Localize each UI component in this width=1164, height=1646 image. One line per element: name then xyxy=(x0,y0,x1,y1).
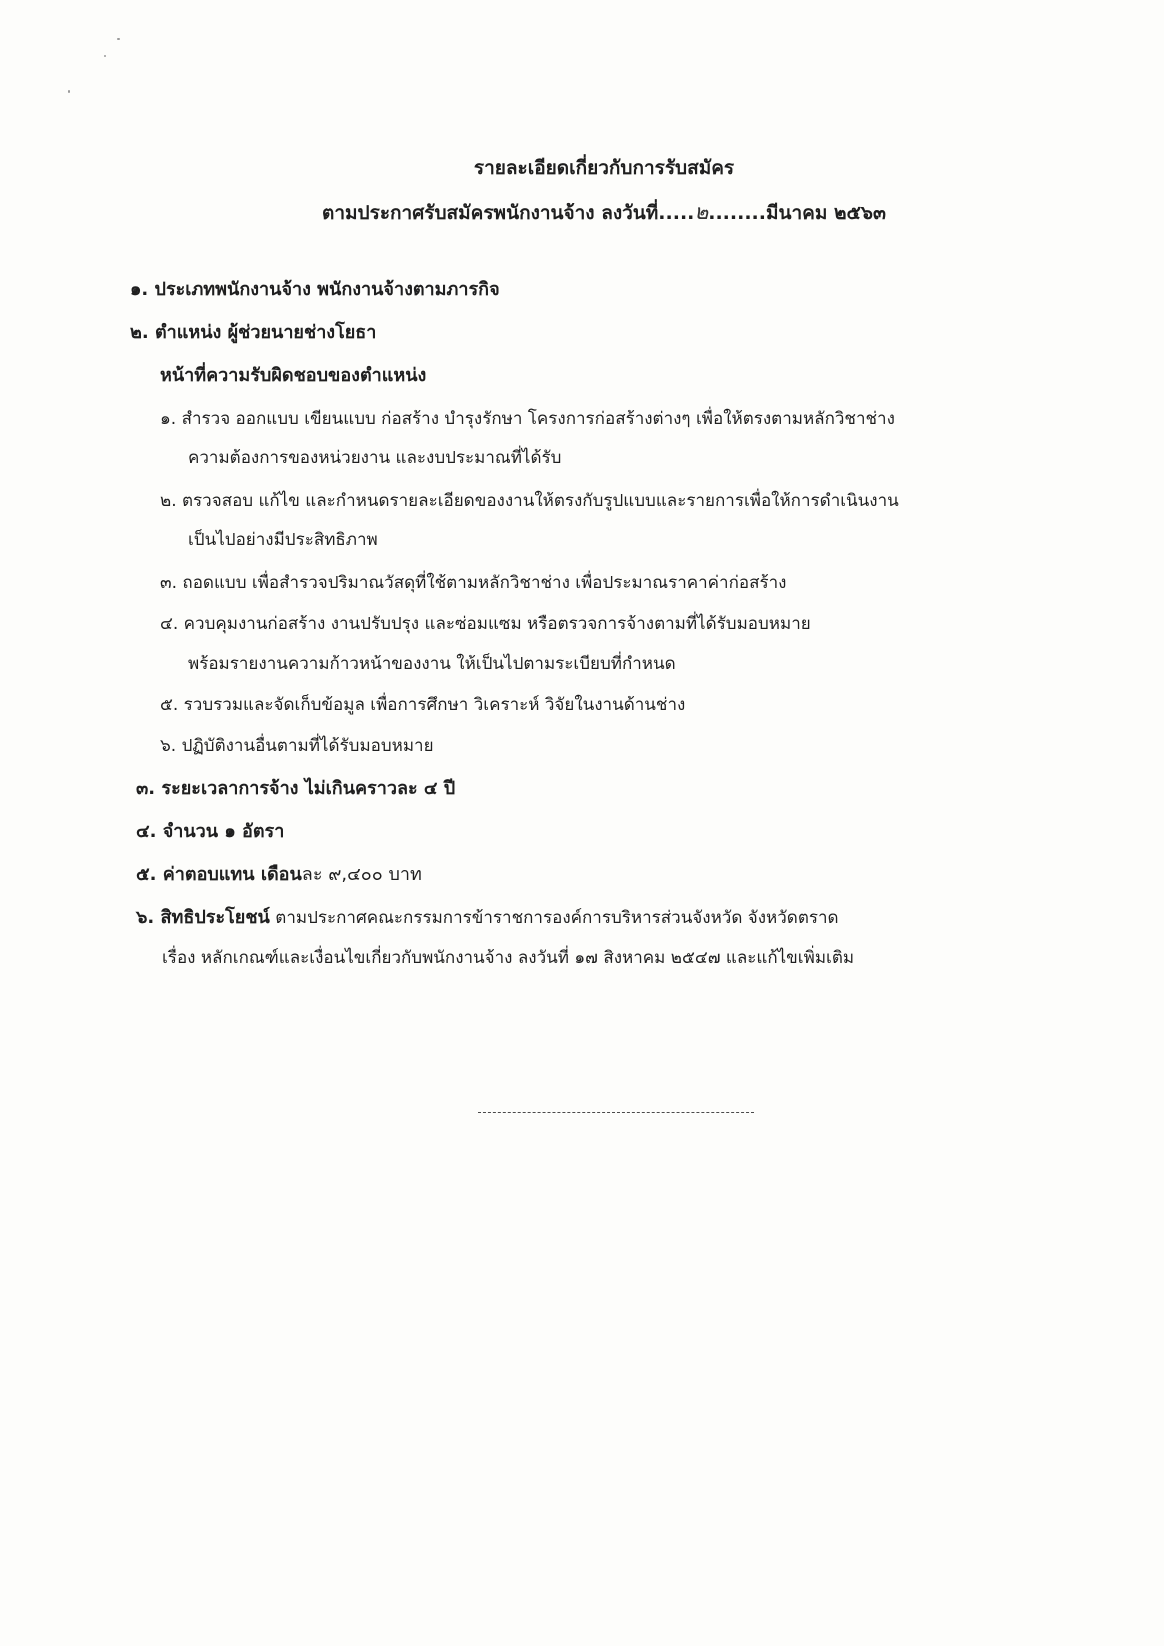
benefits-label: ๖. สิทธิประโยชน์ xyxy=(136,907,270,928)
closing-divider xyxy=(478,1112,754,1113)
announcement-suffix: ........มีนาคม ๒๕๖๓ xyxy=(708,202,886,224)
duty-item: ๔. ควบคุมงานก่อสร้าง งานปรับปรุง และซ่อมแซม หรือตรวจการจ้างตามที่ได้รับมอบหมาย xyxy=(160,614,811,634)
scan-speck xyxy=(104,55,106,57)
handwritten-day: ๒ xyxy=(694,200,709,224)
section-quantity: ๔. จำนวน ๑ อัตรา xyxy=(136,821,285,842)
benefits-text: ตามประกาศคณะกรรมการข้าราชการองค์การบริหารส่วนจังหวัด จังหวัดตราด xyxy=(269,908,839,928)
scan-speck xyxy=(117,38,120,40)
duty-item: ๓. ถอดแบบ เพื่อสำรวจปริมาณวัสดุที่ใช้ตามหลักวิชาช่าง เพื่อประมาณราคาค่าก่อสร้าง xyxy=(160,573,787,593)
section-compensation xyxy=(136,863,422,887)
duty-item: ๒. ตรวจสอบ แก้ไข และกำหนดรายละเอียดของงานให้ตรงกับรูปแบบและรายการเพื่อให้การดำเนินงาน xyxy=(160,491,899,511)
duty-item: ๑. สำรวจ ออกแบบ เขียนแบบ ก่อสร้าง บำรุงรักษา โครงการก่อสร้างต่างๆ เพื่อให้ตรงตามหลักวิชาช่าง xyxy=(160,409,895,429)
duty-item: ๕. รวบรวมและจัดเก็บข้อมูล เพื่อการศึกษา วิเคราะห์ วิจัยในงานด้านช่าง xyxy=(160,695,686,715)
duty-item-continued: พร้อมรายงานความก้าวหน้าของงาน ให้เป็นไปตามระเบียบที่กำหนด xyxy=(188,654,676,674)
section-employment-period: ๓. ระยะเวลาการจ้าง ไม่เกินคราวละ ๔ ปี xyxy=(136,778,456,799)
section-position: ๒. ตำแหน่ง ผู้ช่วยนายช่างโยธา xyxy=(130,322,377,343)
benefits-text-continued: เรื่อง หลักเกณฑ์และเงื่อนไขเกี่ยวกับพนักงานจ้าง ลงวันที่ ๑๗ สิงหาคม ๒๕๔๗ และแก้ไขเพิ่มเติม xyxy=(162,948,855,968)
announcement-date-line xyxy=(22,196,1164,229)
duty-item-continued: ความต้องการของหน่วยงาน และงบประมาณที่ได้รับ xyxy=(188,448,562,468)
duties-heading: หน้าที่ความรับผิดชอบของตำแหน่ง xyxy=(160,365,427,386)
section-benefits xyxy=(136,906,839,930)
compensation-value: ละ ๙,๔๐๐ บาท xyxy=(301,864,422,885)
compensation-label: ๕. ค่าตอบแทน เดือน xyxy=(136,864,302,885)
scan-speck xyxy=(68,90,70,93)
duty-item-continued: เป็นไปอย่างมีประสิทธิภาพ xyxy=(188,530,378,550)
document-title: รายละเอียดเกี่ยวกับการรับสมัคร xyxy=(473,157,735,179)
announcement-prefix: ตามประกาศรับสมัครพนักงานจ้าง ลงวันที่..... xyxy=(322,202,695,224)
duty-item: ๖. ปฏิบัติงานอื่นตามที่ได้รับมอบหมาย xyxy=(160,736,434,756)
section-employee-type: ๑. ประเภทพนักงานจ้าง พนักงานจ้างตามภารกิจ xyxy=(130,279,500,300)
